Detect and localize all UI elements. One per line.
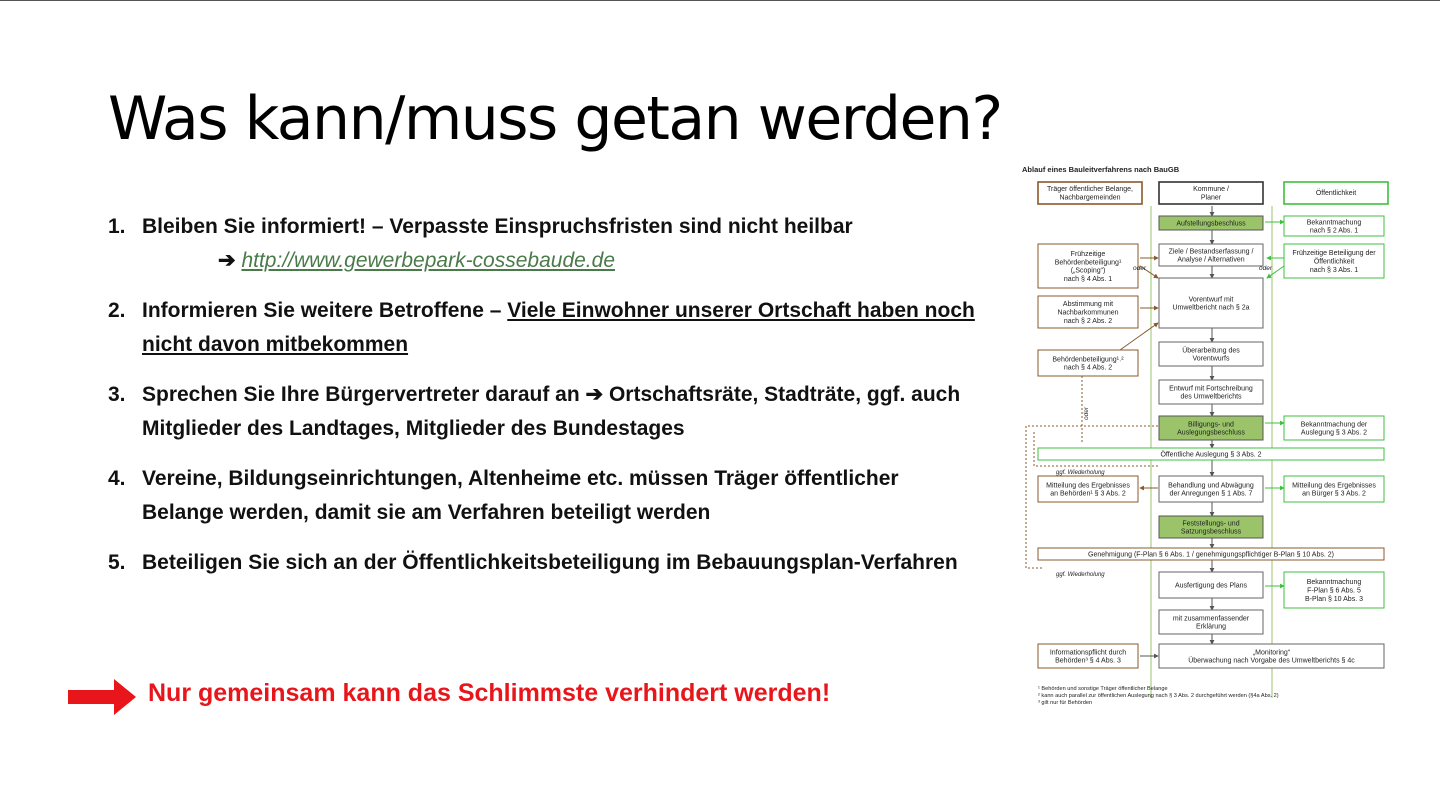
box-feststellung-label: Feststellungs- und Satzungsbeschluss [1180,520,1242,536]
box-abstimmung-label: Abstimmung mit Nachbarkommunen nach § 2 Abs. 2 [1057,301,1119,325]
or-label: oder [1083,406,1090,420]
box-erklaerung-label: mit zusammenfassender Erklärung [1172,615,1250,631]
or-label: oder [1258,265,1272,272]
box-vorentwurf-label: Vorentwurf mit Umweltbericht nach § 2a [1172,296,1250,312]
item-text: Informieren Sie weitere Betroffene – [142,299,508,322]
repeat-label: ggf. Wiederholung [1056,470,1105,476]
item-number: 4. [108,467,126,490]
item-text-continued: Ortschaftsräte, Stadträte, ggf. auch Mitglieder des Landtages, Mitglieder des Bundestages [142,383,961,440]
website-link[interactable]: http://www.gewerbepark-cossebaude.de [241,249,616,272]
item-text: Sprechen Sie Ihre Bürgervertreter darauf an [142,383,586,406]
top-border [0,0,1440,1]
list-item-4 [108,462,978,530]
box-bekanntmachung-3-label: Bekanntmachung F-Plan § 6 Abs. 5 B-Plan § 10 Abs. 3 [1305,579,1363,603]
box-behoerdenbeteiligung-label: Behördenbeteiligung¹˒² nach § 4 Abs. 2 [1052,356,1124,372]
repeat-label: ggf. Wiederholung [1056,572,1105,578]
box-fruehzeitige-oeffentlichkeit-label: Frühzeitige Beteiligung der Öffentlichkeit nach § 3 Abs. 1 [1292,250,1376,274]
box-mitteilung-buerger-label: Mitteilung des Ergebnisses an Bürger § 3 Abs. 2 [1292,482,1376,498]
flow-title: Ablauf eines Bauleitverfahrens nach BauGB [1022,165,1180,174]
arrow-right-icon: ➔ [585,383,604,406]
box-billigung-label: Billigungs- und Auslegungsbeschluss [1177,421,1245,437]
procedure-flowchart [1022,158,1402,718]
list-item-1 [108,210,978,278]
action-list [108,210,978,596]
column-header-label: Kommune / Planer [1193,186,1229,202]
footnotes: ¹ Behörden und sonstige Träger öffentlicher Belange ² kann auch parallel zur öffentlichen Auslegung nach § 3 Abs. 2 durchgeführt werden (§4a Abs. 2) ³ gilt nur für Behörden [1038,686,1279,706]
item-text: Bleiben Sie informiert! – Verpasste Einspruchsfristen sind nicht heilbar [142,215,853,238]
box-mitteilung-behoerden-label: Mitteilung des Ergebnisses an Behörden¹ § 3 Abs. 2 [1046,482,1130,498]
item-number: 3. [108,383,126,406]
column-header-label: Träger öffentlicher Belange, Nachbargemeinden [1047,186,1133,202]
box-ausfertigung-label: Ausfertigung des Plans [1175,582,1247,590]
list-item-3 [108,378,978,446]
box-aufstellung-label: Aufstellungsbeschluss [1176,220,1246,228]
slide-title: Was kann/muss getan werden? [108,84,1002,154]
list-item-2 [108,294,978,362]
box-monitoring-label: „Monitoring“ Überwachung nach Vorgabe des Umweltberichts § 4c [1188,649,1355,665]
item-number: 2. [108,299,126,322]
item-number: 1. [108,215,126,238]
arrow-right-icon: ➔ [218,249,236,272]
box-behandlung-label: Behandlung und Abwägung der Anregungen § 1 Abs. 7 [1168,482,1254,498]
item-text: Vereine, Bildungseinrichtungen, Altenheime etc. müssen Träger öffentlicher Belange werden, damit sie am Verfahren beteiligt werden [142,467,899,524]
item-text-underlined: Viele Einwohner unserer Ortschaft haben noch nicht davon mitbekommen [142,299,975,356]
item-text: Beteiligen Sie sich an der Öffentlichkeitsbeteiligung im Bebauungsplan-Verfahren [142,551,958,574]
link-line [142,244,978,278]
column-header-label: Öffentlichkeit [1315,190,1357,197]
box-bekanntmachung-1-label: Bekanntmachung nach § 2 Abs. 1 [1306,219,1362,235]
box-auslegung-label: Öffentliche Auslegung § 3 Abs. 2 [1160,451,1262,459]
callout-text: Nur gemeinsam kann das Schlimmste verhindert werden! [148,679,831,707]
box-ziele-label: Ziele / Bestandserfassung / Analyse / Alternativen [1168,248,1254,264]
item-number: 5. [108,551,126,574]
list-item-5 [108,546,978,580]
or-label: oder [1132,265,1146,272]
box-bekanntmachung-2-label: Bekanntmachung der Auslegung § 3 Abs. 2 [1300,421,1368,437]
box-entwurf-label: Entwurf mit Fortschreibung des Umweltberichts [1169,385,1253,401]
box-genehmigung-label: Genehmigung (F-Plan § 6 Abs. 1 / genehmigungspflichtiger B-Plan § 10 Abs. 2) [1088,551,1334,559]
box-fruehzeitige-behoerden-label: Frühzeitige Behördenbeteiligung¹ („Scoping“) nach § 4 Abs. 1 [1054,251,1122,283]
red-arrow-icon [68,679,138,715]
box-informationspflicht-label: Informationspflicht durch Behörden³ § 4 Abs. 3 [1049,649,1127,665]
callout [68,676,968,716]
box-ueberarbeitung-label: Überarbeitung des Vorentwurfs [1182,347,1240,363]
